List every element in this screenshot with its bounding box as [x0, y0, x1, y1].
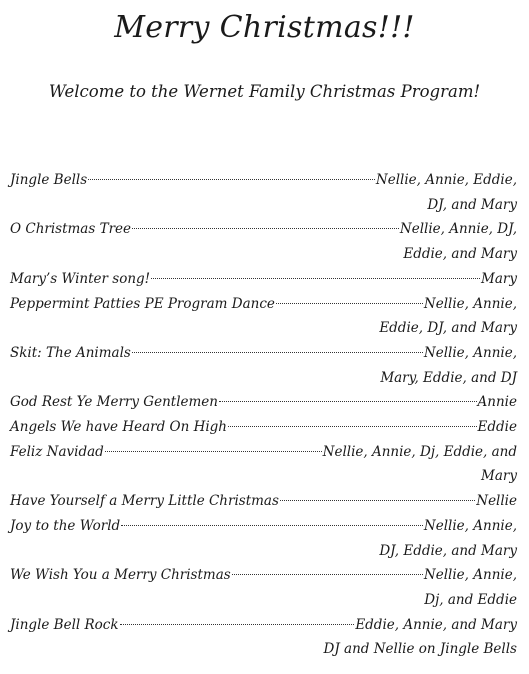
page-title: Merry Christmas!!! [114, 10, 415, 45]
dot-leader [132, 352, 423, 353]
program-entry [10, 415, 517, 440]
program-entry [10, 292, 517, 341]
program-entry [10, 563, 517, 612]
dot-leader [276, 303, 423, 304]
song-title: We Wish You a Merry Christmas [10, 567, 231, 584]
song-title: O Christmas Tree [10, 221, 132, 238]
dot-leader [121, 525, 423, 526]
performers: Nellie, Annie, Eddie, [375, 172, 517, 188]
dot-leader [228, 426, 477, 427]
performers: Nellie, Annie, [423, 295, 517, 312]
performers: Nellie, Annie, [423, 517, 517, 534]
performers-continued: Mary [481, 468, 517, 485]
performers: Nellie [476, 493, 517, 510]
song-title: Joy to the World [10, 517, 121, 534]
performers: Annie [477, 394, 517, 411]
performers: Eddie [477, 419, 517, 436]
program-entry [10, 440, 517, 489]
song-title: Angels We have Heard On High [10, 419, 227, 436]
program-entry [10, 168, 517, 217]
song-title: Jingle Bell Rock [10, 616, 119, 633]
performers: Nellie, Annie, DJ, [399, 221, 517, 238]
performers: Nellie, Annie, [423, 567, 517, 584]
program-entry [10, 514, 517, 563]
song-title: Jingle Bells [10, 172, 88, 188]
performers: Nellie, Annie, Dj, Eddie, and [322, 443, 517, 460]
performers: Eddie, Annie, and Mary [355, 616, 517, 633]
dot-leader [120, 624, 355, 625]
song-title: Feliz Navidad [10, 443, 104, 460]
performers-continued: DJ and Nellie on Jingle Bells [323, 641, 517, 658]
song-title: Have Yourself a Merry Little Christmas [10, 493, 279, 510]
program-entry [10, 489, 517, 514]
dot-leader [132, 228, 399, 229]
program-entry [10, 341, 517, 390]
dot-leader [151, 278, 480, 279]
song-title: God Rest Ye Merry Gentlemen [10, 394, 218, 411]
performers-continued: Eddie, DJ, and Mary [379, 320, 517, 337]
song-title: Skit: The Animals [10, 344, 131, 361]
performers: Mary [481, 270, 517, 287]
performers-continued: Eddie, and Mary [403, 246, 517, 263]
performers-continued: DJ, Eddie, and Mary [379, 542, 517, 559]
dot-leader [88, 179, 375, 180]
program-entry [10, 613, 517, 662]
program-entry [10, 217, 517, 266]
performers-continued: Dj, and Eddie [424, 591, 517, 608]
performers: Nellie, Annie, [423, 344, 517, 361]
dot-leader [280, 500, 475, 501]
page-subtitle: Welcome to the Wernet Family Christmas Program! [48, 82, 481, 101]
dot-leader [219, 401, 477, 402]
program-list [10, 168, 517, 662]
dot-leader [105, 451, 322, 452]
performers-continued: DJ, and Mary [427, 196, 517, 213]
program-entry [10, 390, 517, 415]
program-entry [10, 267, 517, 292]
song-title: Mary’s Winter song! [10, 270, 151, 287]
dot-leader [232, 574, 423, 575]
performers-continued: Mary, Eddie, and DJ [380, 369, 517, 386]
song-title: Peppermint Patties PE Program Dance [10, 295, 275, 312]
